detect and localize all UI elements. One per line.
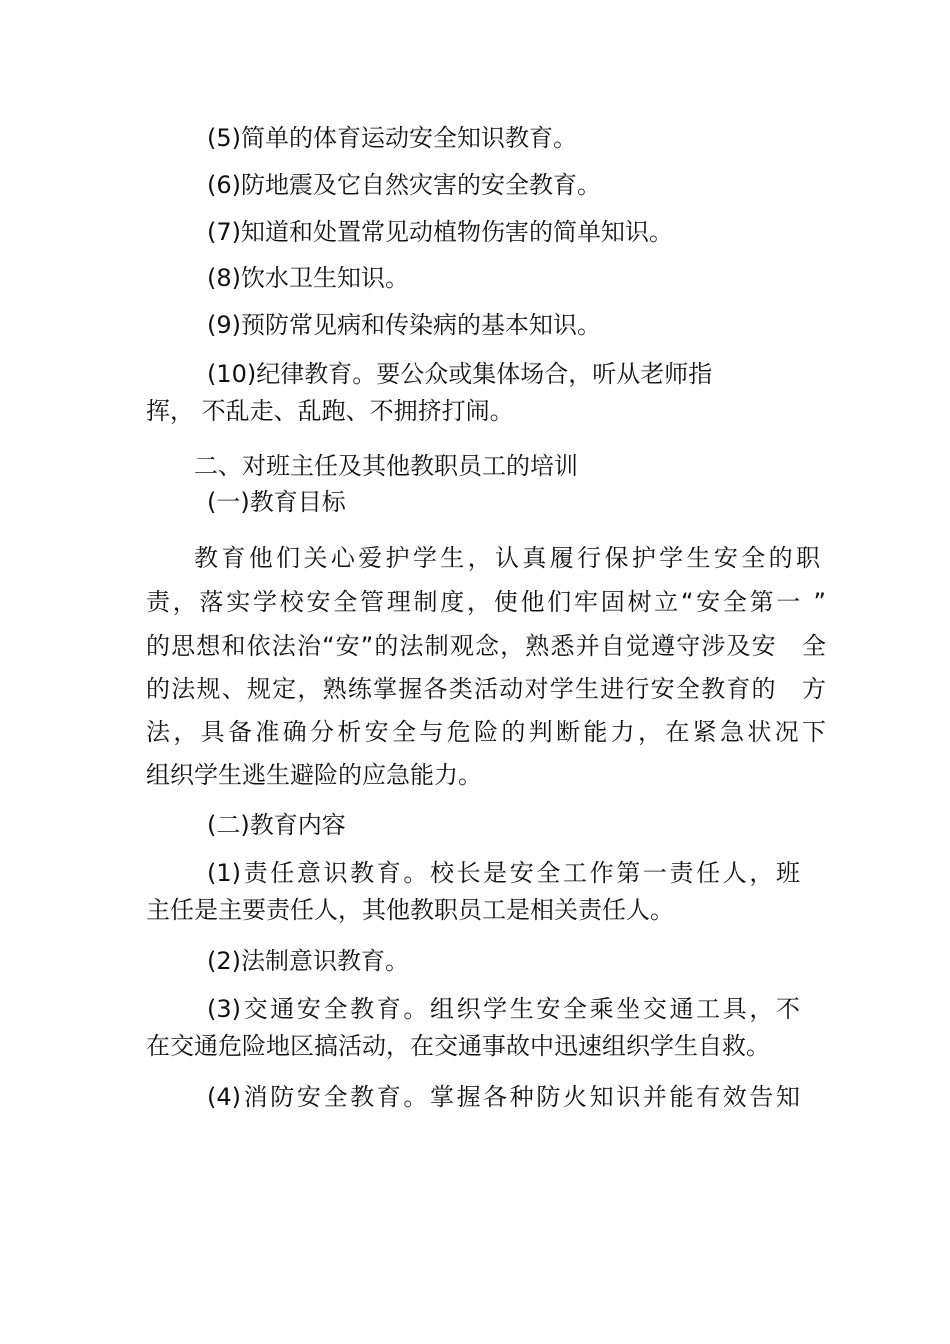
section-heading: 二、对班主任及其他教职员工的培训	[194, 452, 578, 480]
content-item-3-line-2: 在交通危险地区搞活动，在交通事故中迅速组织学生自救。	[146, 1032, 770, 1060]
content-item-1-line-1: (1)责任意识教育。校长是安全工作第一责任人，班	[207, 859, 800, 887]
paragraph-line: 组织学生逃生避险的应急能力。	[146, 761, 482, 789]
subheading-content: (二)教育内容	[207, 811, 346, 839]
paragraph-line: 的法规、规定，熟练掌握各类活动对学生进行安全教育的 方	[146, 675, 826, 703]
list-item-10-line-1: (10)纪律教育。要公众或集体场合，听从老师指	[207, 360, 713, 388]
content-item-2: (2)法制意识教育。	[207, 947, 409, 975]
paragraph-line: 教育他们关心爱护学生，认真履行保护学生安全的职	[194, 544, 820, 572]
paragraph-line: 的思想和依法治“安”的法制观念，熟悉并自觉遵守涉及安 全	[146, 632, 826, 660]
list-item-10-line-2: 挥， 不乱走、乱跑、不拥挤打闹。	[146, 397, 514, 425]
paragraph-line: 责，落实学校安全管理制度，使他们牢固树立“安全第一 ”	[146, 588, 826, 616]
list-item-7: (7)知道和处置常见动植物伤害的简单知识。	[207, 218, 673, 246]
list-item-6: (6)防地震及它自然灾害的安全教育。	[207, 171, 601, 199]
subheading-goals: (一)教育目标	[207, 488, 346, 516]
content-item-4-line-1: (4)消防安全教育。掌握各种防火知识并能有效告知	[207, 1083, 800, 1111]
list-item-8: (8)饮水卫生知识。	[207, 264, 409, 292]
list-item-9: (9)预防常见病和传染病的基本知识。	[207, 311, 601, 339]
content-item-1-line-2: 主任是主要责任人，其他教职员工是相关责任人。	[146, 896, 674, 924]
list-item-5: (5)简单的体育运动安全知识教育。	[207, 124, 577, 152]
content-item-3-line-1: (3)交通安全教育。组织学生安全乘坐交通工具，不	[207, 995, 800, 1023]
paragraph-line: 法，具备准确分析安全与危险的判断能力，在紧急状况下	[146, 718, 826, 746]
